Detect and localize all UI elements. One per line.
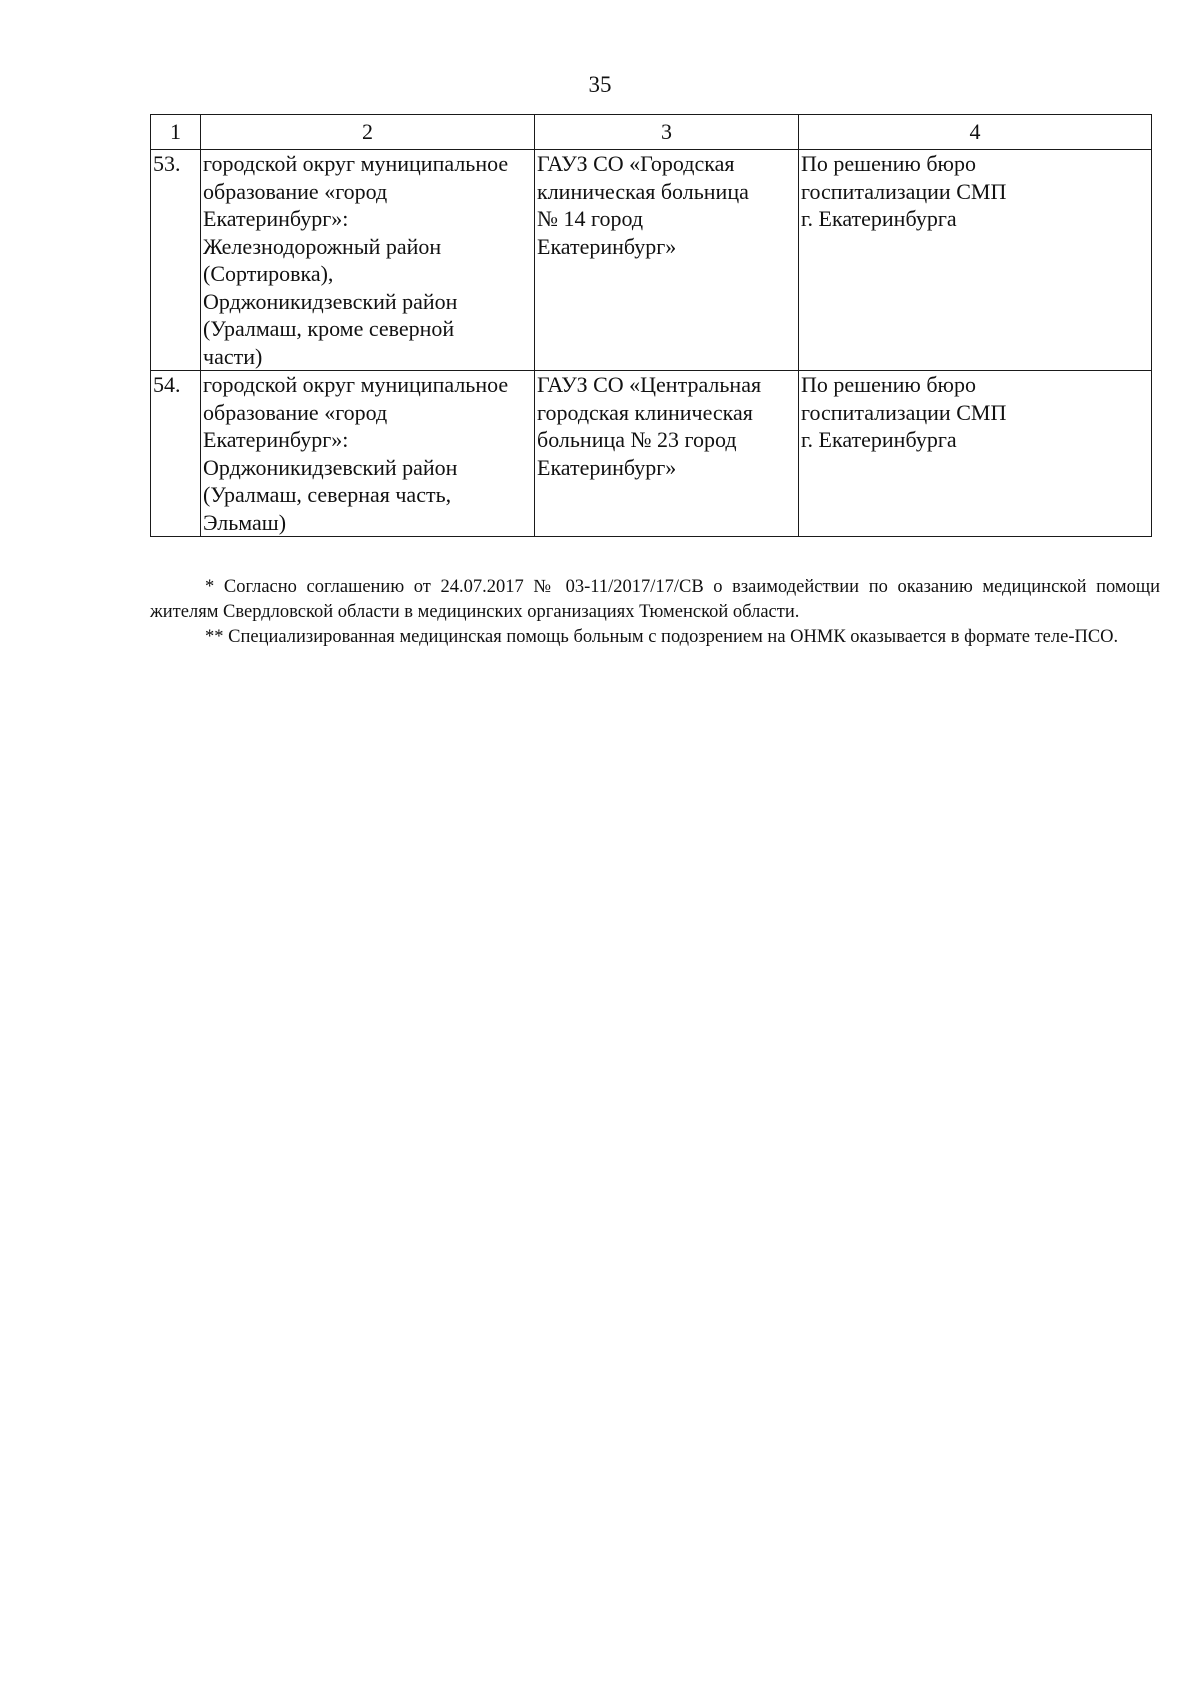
territory-cell: городской округ муниципальное образование «город Екатеринбург»: Орджоникидзевский район (Уралмаш, северная часть, Эльмаш) bbox=[201, 371, 535, 537]
footnote-agreement: * Согласно соглашению от 24.07.2017 № 03-11/2017/17/СВ о взаимодействии по оказанию медицинской помощи жителям Свердловской области в медицинских организациях Тюменской области. bbox=[150, 577, 1160, 622]
column-header: 1 bbox=[151, 115, 201, 150]
column-header: 3 bbox=[535, 115, 799, 150]
footnotes bbox=[150, 575, 1160, 650]
organization-cell: ГАУЗ СО «Центральная городская клиническая больница № 23 город Екатеринбург» bbox=[535, 371, 799, 537]
table-row bbox=[151, 371, 1152, 537]
decision-cell: По решению бюро госпитализации СМП г. Екатеринбурга bbox=[799, 150, 1152, 371]
footnote-tele-pso: ** Специализированная медицинская помощь больным с подозрением на ОНМК оказывается в формате теле-ПСО. bbox=[205, 627, 1119, 647]
column-header: 4 bbox=[799, 115, 1152, 150]
table-header-row bbox=[151, 115, 1152, 150]
decision-cell: По решению бюро госпитализации СМП г. Екатеринбурга bbox=[799, 371, 1152, 537]
organization-cell: ГАУЗ СО «Городская клиническая больница № 14 город Екатеринбург» bbox=[535, 150, 799, 371]
column-header: 2 bbox=[201, 115, 535, 150]
row-number: 54. bbox=[151, 371, 201, 537]
table-row bbox=[151, 150, 1152, 371]
page-number: 35 bbox=[588, 72, 612, 97]
row-number: 53. bbox=[151, 150, 201, 371]
territory-cell: городской округ муниципальное образование «город Екатеринбург»: Железнодорожный район (Сортировка), Орджоникидзевский район (Уралмаш, кроме северной части) bbox=[201, 150, 535, 371]
hospitalization-table bbox=[150, 114, 1152, 537]
